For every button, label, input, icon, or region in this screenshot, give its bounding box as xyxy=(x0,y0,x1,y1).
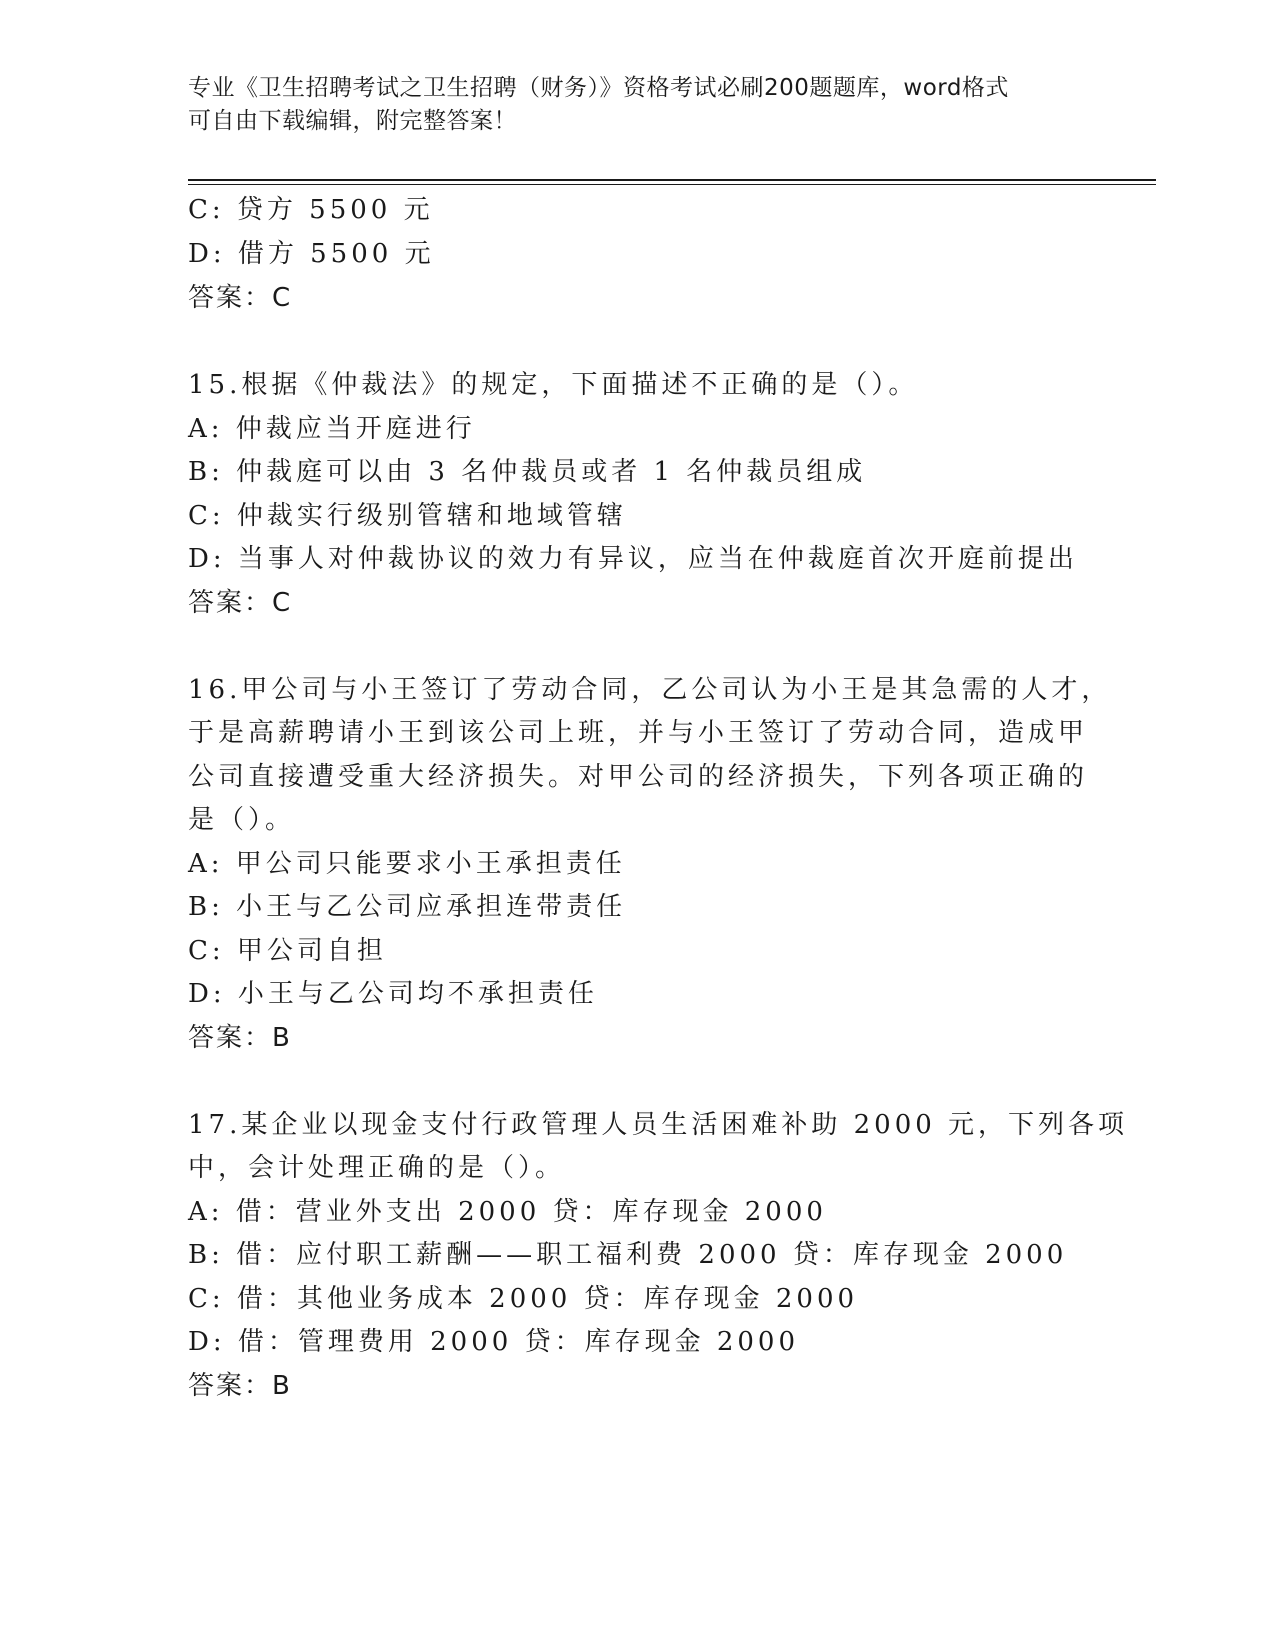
question-16-stem-line-3: 公司直接遭受重大经济损失。对甲公司的经济损失，下列各项正确的 xyxy=(188,762,1089,792)
question-15-option-a: A: 仲裁应当开庭进行 xyxy=(188,414,476,444)
question-17-option-d: D: 借：管理费用 2000 贷：库存现金 2000 xyxy=(188,1327,800,1357)
question-15-option-b: B: 仲裁庭可以由 3 名仲裁员或者 1 名仲裁员组成 xyxy=(188,457,867,487)
question-16-answer: 答案：B xyxy=(188,1023,292,1053)
question-17-option-c: C: 借：其他业务成本 2000 贷：库存现金 2000 xyxy=(188,1284,859,1314)
document-header xyxy=(188,72,1088,138)
question-17-option-b: B: 借：应付职工薪酬——职工福利费 2000 贷：库存现金 2000 xyxy=(188,1240,1068,1270)
header-divider-thin xyxy=(188,184,1156,185)
question-17-answer: 答案：B xyxy=(188,1371,292,1401)
question-16-option-c: C: 甲公司自担 xyxy=(188,936,387,966)
option-d: D: 借方 5500 元 xyxy=(188,239,435,269)
question-15-option-d: D: 当事人对仲裁协议的效力有异议，应当在仲裁庭首次开庭前提出 xyxy=(188,544,1078,574)
answer-line: 答案：C xyxy=(188,283,293,313)
question-16-option-b: B: 小王与乙公司应承担连带责任 xyxy=(188,892,627,922)
question-15-stem: 15.根据《仲裁法》的规定，下面描述不正确的是（）。 xyxy=(188,370,919,400)
question-16-stem-line-2: 于是高薪聘请小王到该公司上班，并与小王签订了劳动合同，造成甲 xyxy=(188,718,1089,748)
question-17-stem-line-1: 17.某企业以现金支付行政管理人员生活困难补助 2000 元，下列各项 xyxy=(188,1110,1129,1140)
option-c: C: 贷方 5500 元 xyxy=(188,195,434,225)
header-title-line-1: 专业《卫生招聘考试之卫生招聘（财务）》资格考试必刷200题题库，word格式 xyxy=(188,75,1009,101)
question-16-stem-line-1: 16.甲公司与小王签订了劳动合同，乙公司认为小王是其急需的人才， xyxy=(188,675,1112,705)
question-17-stem-line-2: 中，会计处理正确的是（）。 xyxy=(188,1153,566,1183)
question-17-option-a: A: 借：营业外支出 2000 贷：库存现金 2000 xyxy=(188,1197,827,1227)
question-16-stem-line-4: 是（）。 xyxy=(188,805,296,835)
question-16-option-d: D: 小王与乙公司均不承担责任 xyxy=(188,979,598,1009)
question-16-option-a: A: 甲公司只能要求小王承担责任 xyxy=(188,849,626,879)
question-15-option-c: C: 仲裁实行级别管辖和地域管辖 xyxy=(188,501,627,531)
header-divider-thick xyxy=(188,179,1156,181)
header-title-line-2: 可自由下载编辑，附完整答案！ xyxy=(188,108,517,134)
question-15-answer: 答案：C xyxy=(188,588,293,618)
